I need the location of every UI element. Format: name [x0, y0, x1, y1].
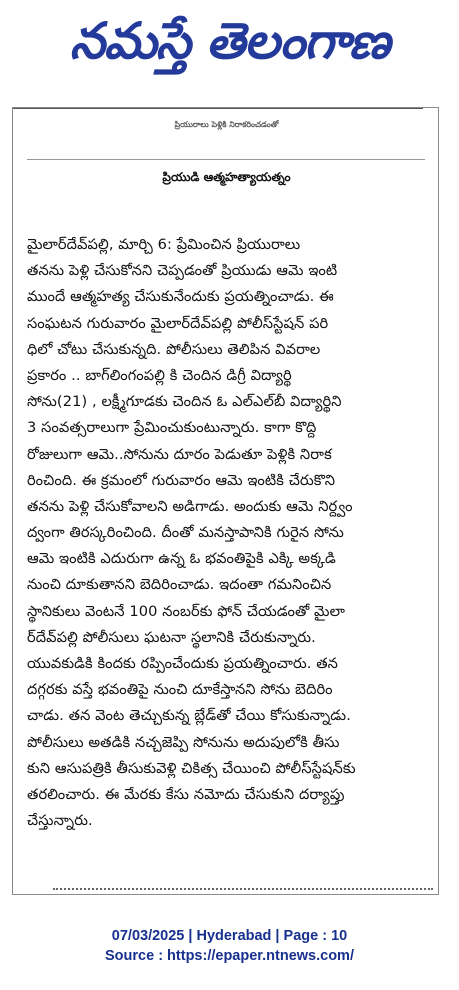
article-line: ధిలో చోటు చేసుకున్నది. పోలీసులు తెలిపిన వివరాల: [27, 340, 321, 358]
article-line: నుంచి దూకుతానని బెదిరించాడు. ఇదంతా గమనించిన: [27, 576, 332, 594]
footer-date-edition: 07/03/2025 | Hyderabad | Page : 10: [111, 928, 348, 944]
article-line: 3 సంవత్సరాలుగా ప్రేమించుకుంటున్నారు. కాగా కొద్ది: [27, 419, 317, 437]
article-line: ద్వంగా తిరస్కరించింది. దీంతో మనస్తాపానికి గురైన సోను: [27, 524, 344, 542]
source-footer: [0, 926, 459, 966]
article-headline: ప్రియుడి ఆత్మహత్యాయత్నం: [162, 170, 291, 184]
article-line: యువకుడికి కిందకు రప్పించేందుకు ప్రయత్నించారు. తన: [27, 655, 339, 672]
article-line: చాడు. తన వెంట తెచ్చుకున్న బ్లేడ్‌తో చేయి కోసుకున్నాడు.: [27, 707, 351, 725]
article-body: [27, 232, 427, 834]
article-kicker: ప్రియురాలు పెళ్లికి నిరాకరించడంతో: [174, 120, 279, 129]
article-line: ర్‌దేవ్‌పల్లి పోలీసులు ఘటనా స్థలానికి చేరుకున్నారు.: [27, 628, 316, 646]
article-line: రించింది. ఈ క్రమంలో గురువారం ఆమె ఇంటికి చేరుకొని: [27, 471, 336, 489]
masthead: [0, 0, 459, 82]
article-line: సోను(21) , లక్ష్మీగూడకు చెందిన ఓ ఎల్‌ఎల్‌బీ విద్యార్థిని: [27, 393, 342, 411]
article-line: తరలించారు. ఈ మేరకు కేసు నమోదు చేసుకుని దర్యాప్తు: [27, 785, 345, 803]
article-line: మైలార్‌దేవ్‌పల్లి, మార్చి 6: ప్రేమించిన ప్రియురాలు: [27, 236, 301, 253]
article-line: ప్రకారం .. బాగ్‌లింగంపల్లి కి చెందిన డిగ్రీ విద్యార్థి: [27, 366, 292, 384]
article-line: దగ్గరకు వస్తే భవంతిపై నుంచి దూకేస్తానని సోను బెదిరిం: [27, 681, 333, 699]
article-line: కుని ఆసుపత్రికి తీసుకువెళ్లి చికిత్స చేయించి పోలీస్‌స్టేషన్‌కు: [27, 759, 356, 777]
divider: [27, 159, 425, 160]
article-line: తనను పెళ్లి చేసుకోవాలని అడిగాడు. అందుకు ఆమె నిర్ద్వం: [27, 497, 353, 515]
footer-source: Source : https://epaper.ntnews.com/: [105, 948, 354, 964]
article-line: తనను పెళ్లి చేసుకోనని చెప్పడంతో ప్రియుడు ఆమె ఇంటి: [27, 262, 338, 280]
top-border: [12, 107, 423, 109]
article-line: చేస్తున్నారు.: [27, 812, 93, 830]
article-line: సంఘటన గురువారం మైలార్‌దేవ్‌పల్లి పోలీస్‌స్టేషన్ పరి: [27, 314, 329, 332]
article-line: ఆమె ఇంటికి ఎదురుగా ఉన్న ఓ భవంతిపైకి ఎక్కి అక్కడి: [27, 550, 336, 568]
article-line: ముందే ఆత్మహత్య చేసుకునేందుకు ప్రయత్నించాడు. ఈ: [27, 288, 334, 306]
article-line: రోజులుగా ఆమె..సోనును దూరం పెడుతూ పెళ్లికి నిరాక: [27, 445, 332, 463]
clipping-cut-edge: [53, 888, 433, 894]
article-line: స్థానికులు వెంటనే 100 నంబర్‌కు ఫోన్ చేయడంతో మైలా: [27, 602, 345, 620]
article-line: పోలీసులు అతడికి నచ్చజెప్పి సోనును అదుపులోకి తీసు: [27, 733, 340, 751]
newspaper-logo: నమస్తే తెలంగాణ: [69, 11, 390, 70]
article-clipping: [12, 107, 439, 895]
